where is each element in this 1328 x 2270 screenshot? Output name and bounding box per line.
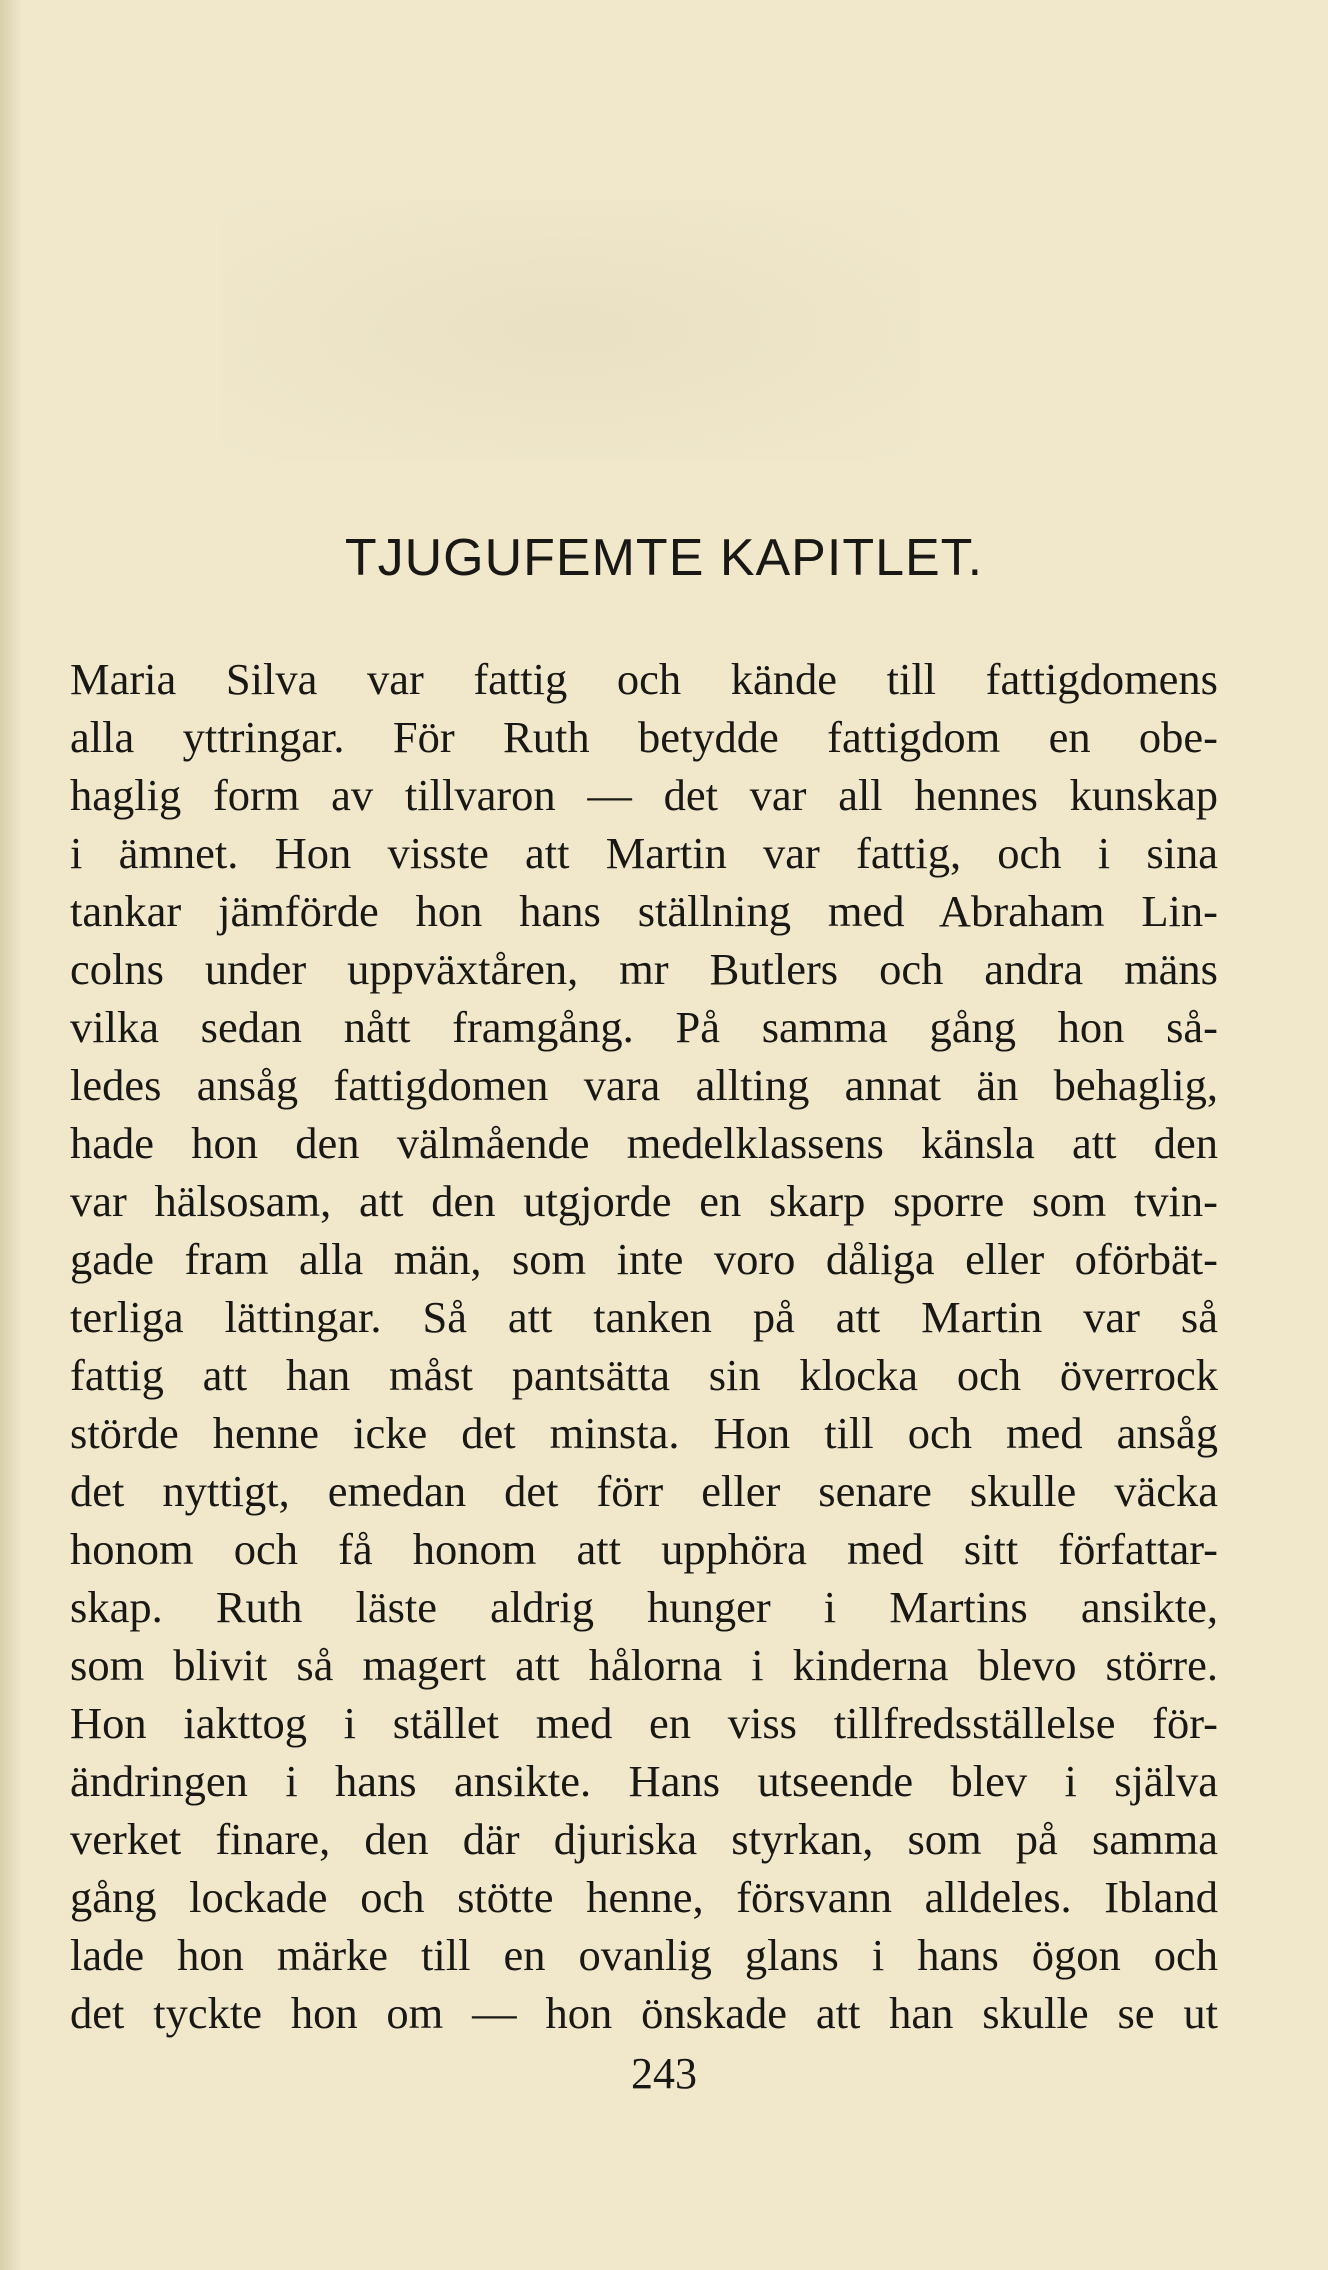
chapter-heading: TJUGUFEMTE KAPITLET.	[344, 529, 984, 587]
page-number: 243	[631, 2049, 697, 2098]
text-line: colns under uppväxtåren, mr Butlers och andra mäns	[70, 944, 1218, 994]
text-line: lade hon märke till en ovanlig glans i hans ögon och	[70, 1930, 1218, 1980]
text-line: störde henne icke det minsta. Hon till och med ansåg	[70, 1408, 1218, 1458]
text-line: fattig att han måst pantsätta sin klocka och överrock	[70, 1350, 1218, 1400]
bleed-through-smudge	[220, 200, 920, 460]
text-line: alla yttringar. För Ruth betydde fattigdom en obe-	[70, 712, 1218, 762]
text-line: terliga lättingar. Så att tanken på att Martin var så	[70, 1292, 1218, 1342]
text-line: verket finare, den där djuriska styrkan, som på samma	[70, 1814, 1218, 1864]
text-line: ändringen i hans ansikte. Hans utseende blev i själva	[70, 1756, 1218, 1806]
text-line: Hon iakttog i stället med en viss tillfredsställelse för-	[70, 1698, 1218, 1748]
text-line: tankar jämförde hon hans ställning med Abraham Lin-	[70, 886, 1218, 936]
text-line: Maria Silva var fattig och kände till fattigdomens	[70, 654, 1218, 704]
text-line: hade hon den välmående medelklassens känsla att den	[70, 1118, 1218, 1168]
text-line: det nyttigt, emedan det förr eller senare skulle väcka	[70, 1466, 1218, 1516]
text-line: i ämnet. Hon visste att Martin var fattig, och i sina	[70, 828, 1218, 878]
page-gutter-shadow	[0, 0, 22, 2270]
text-line: haglig form av tillvaron — det var all hennes kunskap	[70, 770, 1218, 820]
text-line: gång lockade och stötte henne, försvann alldeles. Ibland	[70, 1872, 1218, 1922]
text-line: som blivit så magert att hålorna i kinderna blevo större.	[70, 1640, 1218, 1690]
text-line: vilka sedan nått framgång. På samma gång hon så-	[70, 1002, 1218, 1052]
text-line: skap. Ruth läste aldrig hunger i Martins ansikte,	[70, 1582, 1218, 1632]
text-line: honom och få honom att upphöra med sitt författar-	[70, 1524, 1218, 1574]
body-paragraph	[70, 650, 1218, 2042]
text-line: var hälsosam, att den utgjorde en skarp sporre som tvin-	[70, 1176, 1218, 1226]
text-line: gade fram alla män, som inte voro dåliga eller oförbät-	[70, 1234, 1218, 1284]
text-line: ledes ansåg fattigdomen vara allting annat än behaglig,	[70, 1060, 1218, 1110]
text-line: det tyckte hon om — hon önskade att han skulle se ut	[70, 1988, 1218, 2038]
